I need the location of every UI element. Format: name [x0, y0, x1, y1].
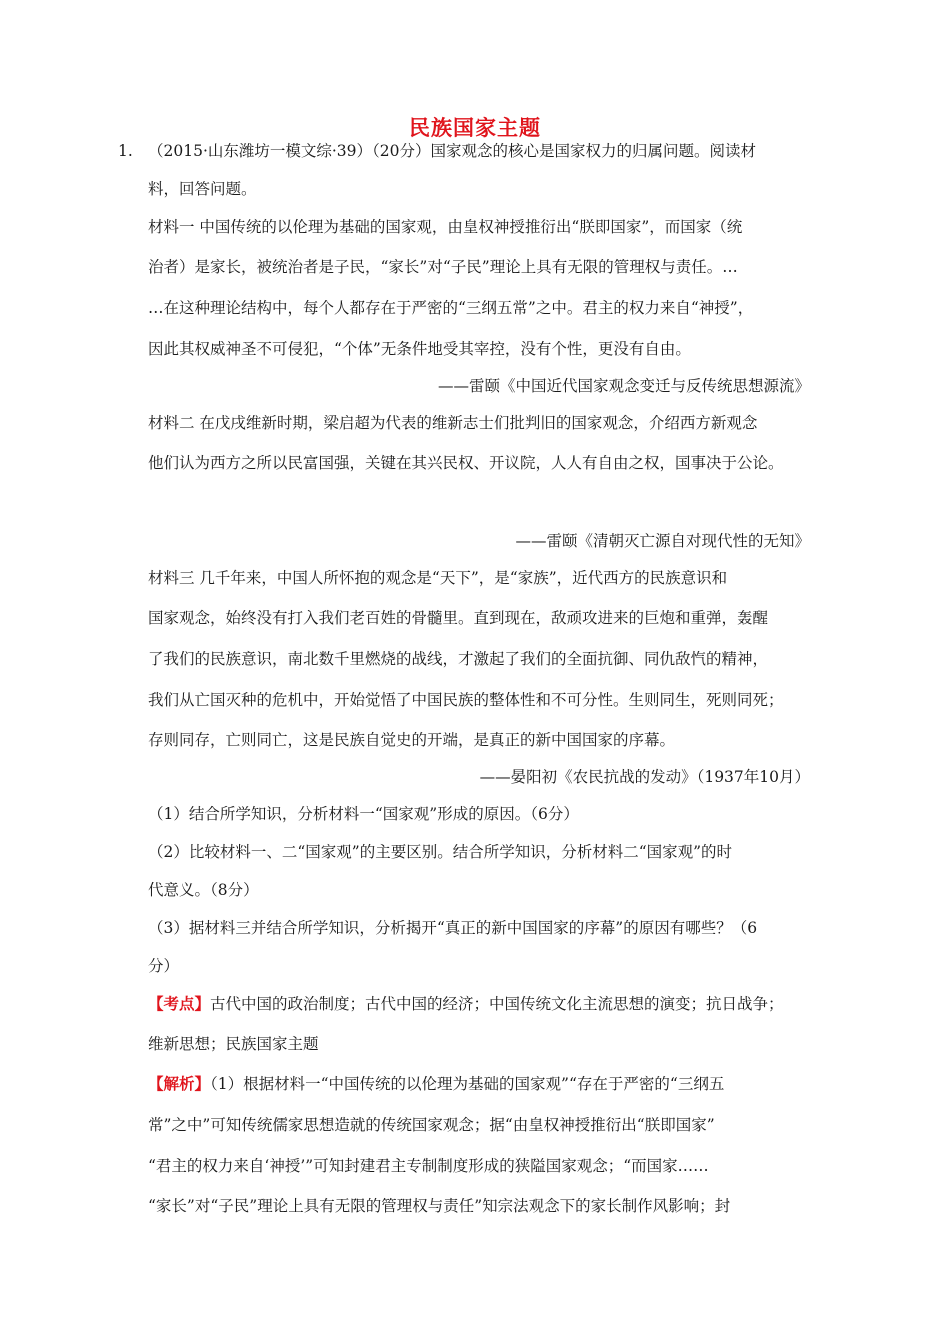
material3-source: ——晏阳初《农民抗战的发动》（1937年10月）: [479, 768, 810, 786]
kaodian-line-1: [148, 993, 784, 1015]
material1-line-1: 材料一 中国传统的以伦理为基础的国家观，由皇权神授推衍出“朕即国家”，而国家（统: [148, 218, 743, 236]
kaodian-tag: 【考点】: [148, 994, 211, 1013]
material1-line-2: 治者）是家长，被统治者是子民，“家长”对“子民”理论上具有无限的管理权与责任。…: [148, 258, 738, 276]
question-header-line-1: （2015·山东潍坊一模文综·39）（20分）国家观念的核心是国家权力的归属问题。阅读材: [148, 142, 756, 160]
material2-line-2: 他们认为西方之所以民富国强，关键在其兴民权、开议院，人人有自由之权，国事决于公论。: [148, 454, 784, 472]
sub-question-1: （1）结合所学知识，分析材料一“国家观”形成的原因。（6分）: [148, 805, 579, 823]
sub-question-3-line-2: 分）: [148, 957, 180, 975]
material1-line-4: 因此其权威神圣不可侵犯，“个体”无条件地受其宰控，没有个性，更没有自由。: [148, 340, 691, 358]
jiexi-text-1: （1）根据材料一“中国传统的以伦理为基础的国家观”“存在于严密的“三纲五: [210, 1075, 725, 1093]
jiexi-line-2: 常”之中”可知传统儒家思想造就的传统国家观念；据“由皇权神授推衍出“朕即国家”: [148, 1116, 715, 1134]
page-title: 民族国家主题: [409, 116, 541, 140]
material1-source: ——雷颐《中国近代国家观念变迁与反传统思想源流》: [437, 377, 810, 395]
kaodian-text-1: 古代中国的政治制度；古代中国的经济；中国传统文化主流思想的演变；抗日战争；: [210, 995, 784, 1013]
material1-line-3: …在这种理论结构中，每个人都存在于严密的“三纲五常”之中。君主的权力来自“神授”，: [148, 299, 754, 317]
jiexi-line-1: [148, 1073, 724, 1095]
sub-question-2-line-2: 代意义。（8分）: [148, 881, 259, 899]
jiexi-tag: 【解析】: [148, 1074, 211, 1093]
material3-line-4: 我们从亡国灭种的危机中，开始觉悟了中国民族的整体性和不可分性。生则同生，死则同死；: [148, 691, 784, 709]
material3-line-2: 国家观念，始终没有打入我们老百姓的骨髓里。直到现在，敌顽攻进来的巨炮和重弹，轰醒: [148, 609, 769, 627]
sub-question-3-line-1: （3）据材料三并结合所学知识，分析揭开“真正的新中国国家的序幕”的原因有哪些？（6: [148, 919, 758, 937]
material2-line-1: 材料二 在戊戌维新时期，梁启超为代表的维新志士们批判旧的国家观念，介绍西方新观念: [148, 414, 758, 432]
material3-line-5: 存则同存，亡则同亡，这是民族自觉史的开端，是真正的新中国国家的序幕。: [148, 731, 676, 749]
jiexi-line-3: “君主的权力来自‘神授’”可知封建君主专制制度形成的狭隘国家观念；“而国家……: [148, 1157, 709, 1175]
question-number: 1.: [118, 142, 133, 160]
jiexi-line-4: “家长”对“子民”理论上具有无限的管理权与责任”知宗法观念下的家长制作风影响；封: [148, 1197, 731, 1215]
kaodian-line-2: 维新思想；民族国家主题: [148, 1035, 319, 1053]
material2-source: ——雷颐《清朝灭亡源自对现代性的无知》: [515, 532, 810, 550]
material3-line-1: 材料三 几千年来，中国人所怀抱的观念是“天下”，是“家族”，近代西方的民族意识和: [148, 569, 728, 587]
sub-question-2-line-1: （2）比较材料一、二“国家观”的主要区别。结合所学知识，分析材料二“国家观”的时: [148, 843, 733, 861]
material3-line-3: 了我们的民族意识，南北数千里燃烧的战线，才激起了我们的全面抗御、同仇敌忾的精神，: [148, 650, 769, 668]
question-header-line-2: 料，回答问题。: [148, 180, 257, 198]
